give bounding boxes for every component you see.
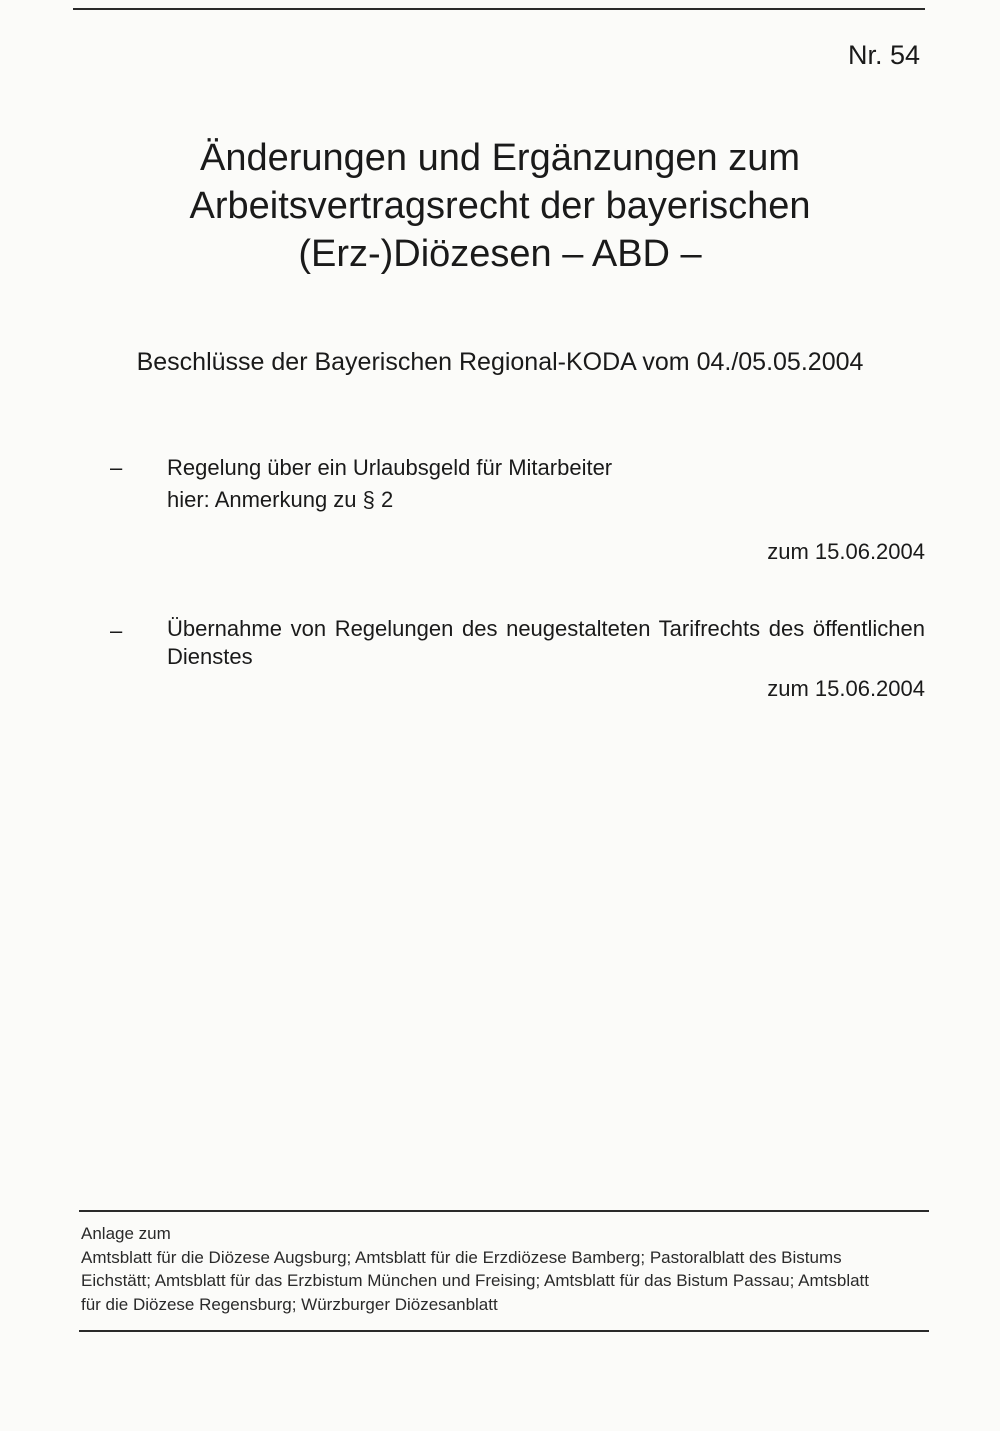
item-text: Übernahme von Regelungen des neugestalteten Tarifrechts des öffentlichen Dienstes (167, 616, 925, 669)
document-title (100, 134, 900, 278)
footer-bottom-rule (79, 1330, 929, 1332)
top-rule (73, 8, 925, 10)
issue-number: Nr. 54 (847, 40, 920, 70)
resolution-item (110, 452, 925, 568)
footer-body: Amtsblatt für die Diözese Augsburg; Amtsblatt für die Erzdiözese Bamberg; Pastoralblatt des Bistums Eichstätt; Amtsblatt für das Erzbistum München und Freising; Amtsblatt für das Bistum Passau; Amtsblatt für die Diözese Regensburg; Würzburger Diözesanblatt (81, 1247, 870, 1314)
title-line: (Erz-)Diözesen – ABD – (298, 233, 702, 275)
item-effective-date: zum 15.06.2004 (767, 539, 925, 564)
footer-heading: Anlage zum (81, 1224, 171, 1243)
item-dash: – (110, 618, 123, 643)
footer-top-rule (79, 1210, 929, 1212)
item-effective-date: zum 15.06.2004 (767, 676, 925, 701)
item-dash: – (110, 455, 123, 480)
title-line: Arbeitsvertragsrecht der bayerischen (189, 185, 811, 227)
item-line: Regelung über ein Urlaubsgeld für Mitarbeiter (167, 455, 613, 480)
item-text (167, 452, 925, 516)
footer-note (81, 1222, 891, 1316)
resolution-item (110, 615, 925, 705)
item-line: hier: Anmerkung zu § 2 (167, 487, 394, 512)
document-subtitle: Beschlüsse der Bayerischen Regional-KODA vom 04./05.05.2004 (136, 348, 864, 376)
title-line: Änderungen und Ergänzungen zum (199, 137, 800, 179)
